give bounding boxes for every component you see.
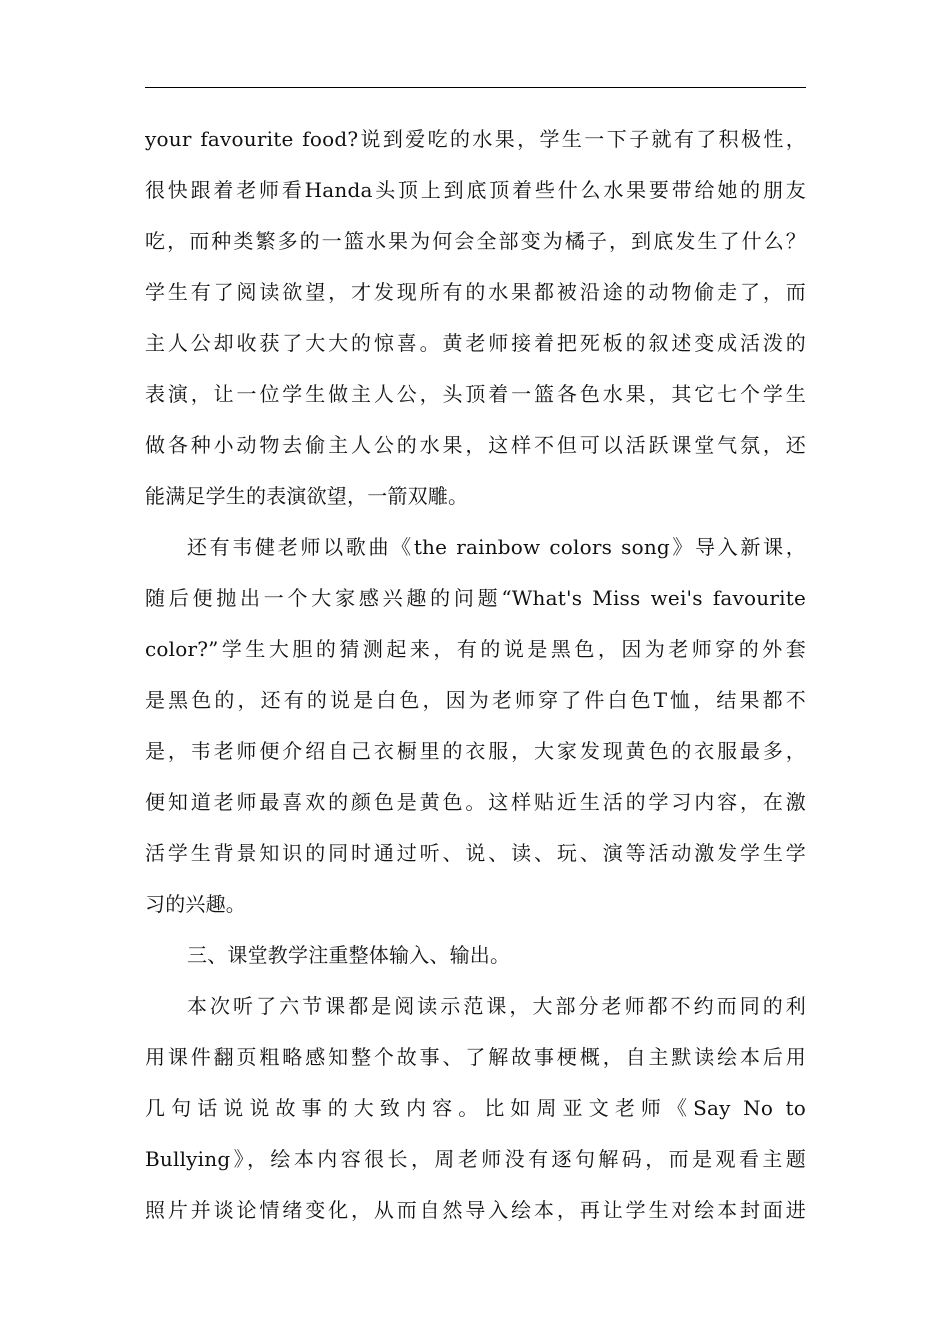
text-line: 还有韦健老师以歌曲《the rainbow colors song》导入新课， — [187, 535, 806, 559]
text-line: 吃，而种类繁多的一篮水果为何会全部变为橘子，到底发生了什么？ — [145, 229, 806, 253]
text-line: 本次听了六节课都是阅读示范课，大部分老师都不约而同的利 — [187, 994, 806, 1018]
text-line: 习的兴趣。 — [145, 892, 246, 916]
text-line: 做各种小动物去偷主人公的水果，这样不但可以活跃课堂气氛，还 — [145, 433, 806, 457]
text-line: 三、课堂教学注重整体输入、输出。 — [187, 943, 511, 967]
text-line: color?”学生大胆的猜测起来，有的说是黑色，因为老师穿的外套 — [145, 637, 806, 661]
text-line: 随后便抛出一个大家感兴趣的问题“What's Miss wei's favourite — [145, 586, 806, 610]
text-line: Bullying》，绘本内容很长，周老师没有逐句解码，而是观看主题 — [145, 1147, 806, 1171]
text-line: 用课件翻页粗略感知整个故事、了解故事梗概，自主默读绘本后用 — [145, 1045, 806, 1069]
text-line: 学生有了阅读欲望，才发现所有的水果都被沿途的动物偷走了，而 — [145, 280, 806, 304]
text-line: 便知道老师最喜欢的颜色是黄色。这样贴近生活的学习内容，在激 — [145, 790, 806, 814]
header-rule — [145, 87, 806, 88]
text-line: 是，韦老师便介绍自己衣橱里的衣服，大家发现黄色的衣服最多， — [145, 739, 806, 763]
text-line: 表演，让一位学生做主人公，头顶着一篮各色水果，其它七个学生 — [145, 382, 806, 406]
text-line: 很快跟着老师看Handa头顶上到底顶着些什么水果要带给她的朋友 — [145, 178, 806, 202]
text-line: 活学生背景知识的同时通过听、说、读、玩、演等活动激发学生学 — [145, 841, 806, 865]
text-line: 是黑色的，还有的说是白色，因为老师穿了件白色T恤，结果都不 — [145, 688, 806, 712]
text-line: 能满足学生的表演欲望，一箭双雕。 — [145, 484, 469, 508]
text-line: 主人公却收获了大大的惊喜。黄老师接着把死板的叙述变成活泼的 — [145, 331, 806, 355]
body-text — [145, 118, 806, 1240]
text-line: 照片并谈论情绪变化，从而自然导入绘本，再让学生对绘本封面进 — [145, 1198, 806, 1222]
text-line: your favourite food?说到爱吃的水果，学生一下子就有了积极性， — [145, 127, 806, 151]
text-line: 几句话说说故事的大致内容。比如周亚文老师《Say No to — [145, 1096, 806, 1120]
